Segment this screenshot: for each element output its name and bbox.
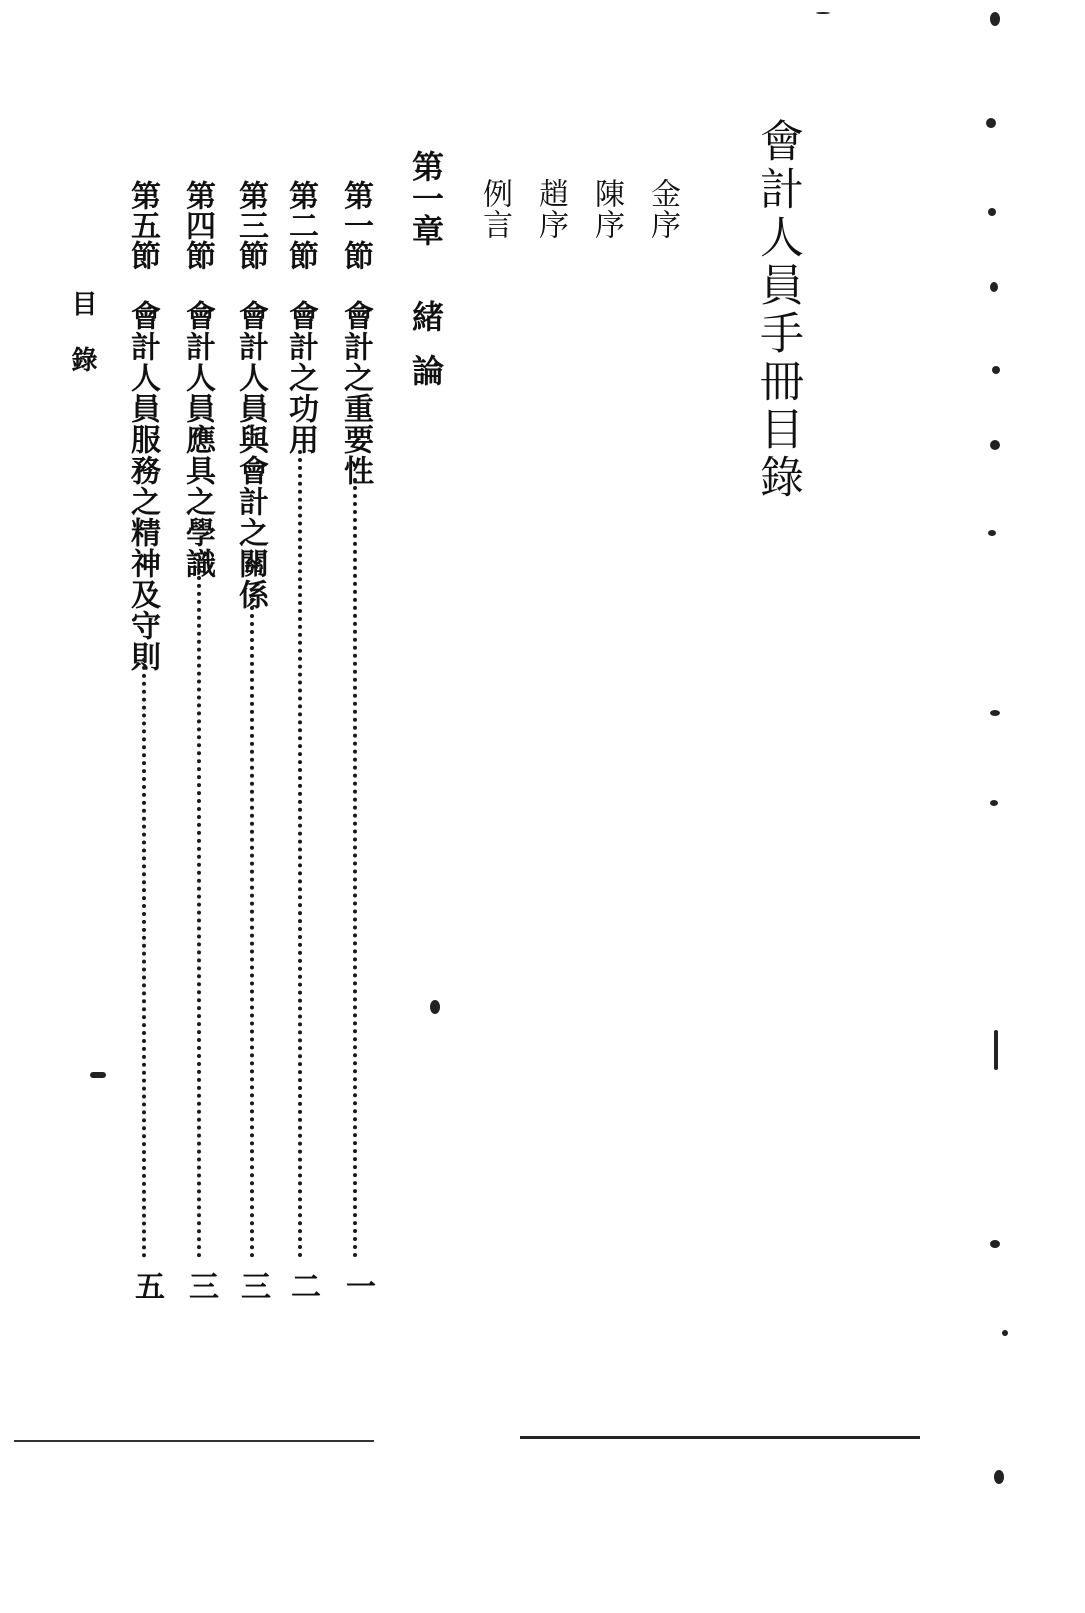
dot-leader <box>142 658 146 1258</box>
dot-leader <box>197 568 201 1258</box>
scan-speck <box>994 1030 998 1070</box>
bottom-rule-left <box>14 1440 374 1442</box>
section-title: 會計人員與會計之關係 <box>233 300 268 610</box>
section-number: 第五節 <box>125 180 160 270</box>
section-number: 第二節 <box>283 180 318 270</box>
scan-speck <box>990 282 998 292</box>
section-title: 會計人員服務之精神及守則 <box>125 300 160 672</box>
page-number: 三 <box>241 1270 271 1305</box>
preface-entry-zhao: 趙序 <box>533 178 568 240</box>
scan-speck <box>90 1072 106 1078</box>
dot-leader <box>298 450 302 1258</box>
dot-leader <box>250 598 254 1258</box>
scan-speck <box>990 440 1000 450</box>
scan-speck <box>990 710 1000 716</box>
bottom-rule-right <box>520 1436 920 1439</box>
scan-speck <box>1002 1330 1008 1336</box>
page-number: 三 <box>189 1270 219 1305</box>
page-number: 二 <box>291 1270 321 1305</box>
scan-speck <box>430 1000 440 1014</box>
scan-speck <box>990 12 1000 26</box>
section-title: 會計人員應具之學識 <box>180 300 215 579</box>
scan-speck <box>990 1240 1000 1248</box>
scan-speck <box>990 800 998 806</box>
section-title: 會計之重要性 <box>338 300 373 486</box>
preface-entry-jin: 金序 <box>645 178 680 240</box>
scan-speck <box>994 1470 1004 1484</box>
page-number: 一 <box>346 1270 376 1305</box>
scan-speck <box>816 12 830 14</box>
dot-leader <box>353 478 357 1258</box>
scan-speck <box>988 530 996 536</box>
scan-speck <box>992 366 1000 374</box>
document-title: 會計人員手冊目錄 <box>752 118 803 502</box>
section-number: 第三節 <box>233 180 268 270</box>
scan-speck <box>988 208 996 216</box>
running-footer: 目錄 <box>67 290 97 402</box>
page-number: 五 <box>135 1270 165 1305</box>
preface-entry-liyan: 例言 <box>477 178 512 240</box>
section-number: 第一節 <box>338 180 373 270</box>
section-title: 會計之功用 <box>283 300 318 455</box>
chapter-title: 緒論 <box>407 300 445 408</box>
section-number: 第四節 <box>180 180 215 270</box>
preface-entry-chen: 陳序 <box>589 178 624 240</box>
chapter-number: 第一章 <box>407 150 445 246</box>
scan-speck <box>986 118 996 128</box>
